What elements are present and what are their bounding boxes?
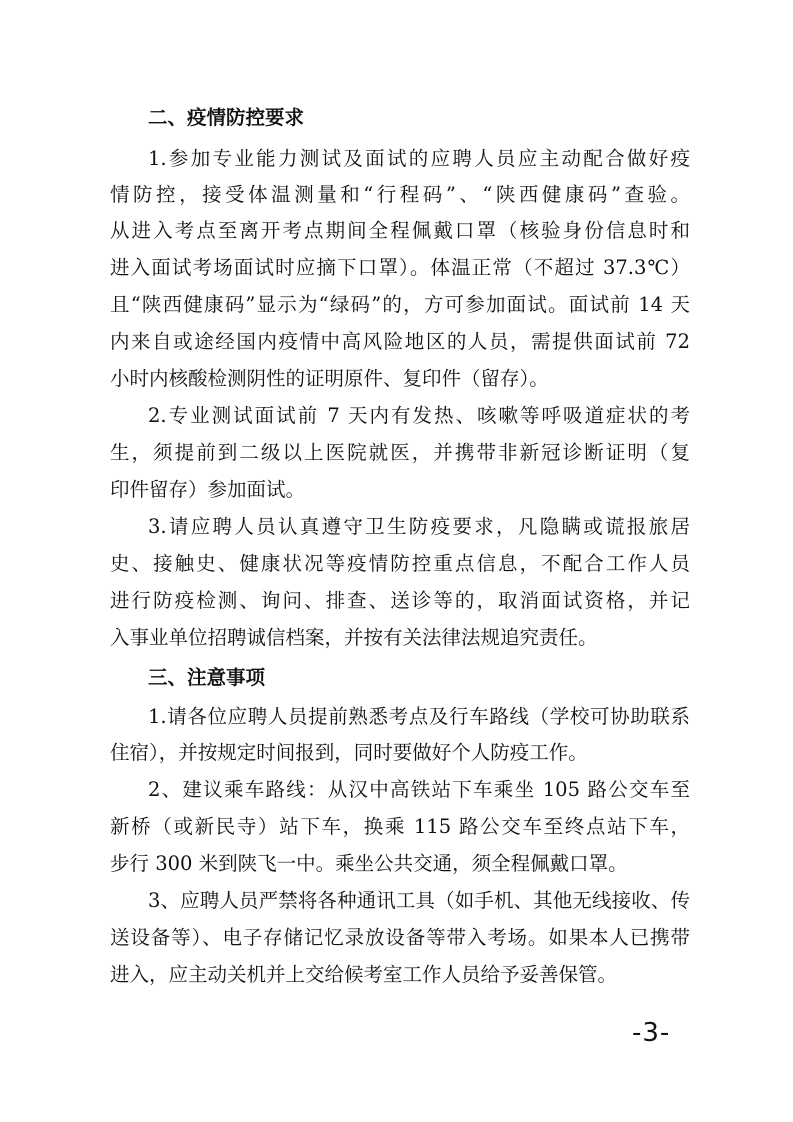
paragraph-line: 2、建议乘车路线：从汉中高铁站下车乘坐 105 路公交车至 <box>148 778 690 801</box>
paragraph-line: 步行 300 米到陕飞一中。乘坐公共交通，须全程佩戴口罩。 <box>110 852 628 875</box>
paragraph-line: 印件留存）参加面试。 <box>110 478 306 501</box>
paragraph-line: 内来自或途经国内疫情中高风险地区的人员，需提供面试前 72 <box>110 330 690 353</box>
paragraph-line: 入事业单位招聘诚信档案，并按有关法律法规追究责任。 <box>110 626 598 649</box>
paragraph-line: 情防控，接受体温测量和“行程码”、“陕西健康码”查验。 <box>110 183 690 206</box>
paragraph-line: 小时内核酸检测阴性的证明原件、复印件（留存）。 <box>110 367 549 390</box>
paragraph-line: 进入，应主动关机并上交给候考室工作人员给予妥善保管。 <box>110 963 618 986</box>
paragraph-line: 史、接触史、健康状况等疫情防控重点信息，不配合工作人员 <box>110 552 690 575</box>
paragraph-line: 进入面试考场面试时应摘下口罩）。体温正常（不超过 37.3℃） <box>110 256 690 279</box>
paragraph-line: 新桥（或新民寺）站下车，换乘 115 路公交车至终点站下车， <box>110 815 690 838</box>
paragraph-line: 住宿），并按规定时间报到，同时要做好个人防疫工作。 <box>110 741 588 764</box>
section-heading-notes: 三、注意事项 <box>148 666 266 689</box>
paragraph-line: 生，须提前到二级以上医院就医，并携带非新冠诊断证明（复 <box>110 441 690 464</box>
paragraph-line: 从进入考点至离开考点期间全程佩戴口罩（核验身份信息时和 <box>110 219 690 242</box>
paragraph-line: 进行防疫检测、询问、排查、送诊等的，取消面试资格，并记 <box>110 589 690 612</box>
paragraph-line: 2.专业测试面试前 7 天内有发热、咳嗽等呼吸道症状的考 <box>148 404 690 427</box>
paragraph-line: 3.请应聘人员认真遵守卫生防疫要求，凡隐瞒或谎报旅居 <box>148 515 690 538</box>
paragraph-line: 1.请各位应聘人员提前熟悉考点及行车路线（学校可协助联系 <box>148 705 690 728</box>
paragraph-line: 1.参加专业能力测试及面试的应聘人员应主动配合做好疫 <box>148 147 690 170</box>
page-number: -3- <box>632 1018 671 1048</box>
paragraph-line: 送设备等）、电子存储记忆录放设备等带入考场。如果本人已携带 <box>110 926 690 949</box>
paragraph-line: 3、应聘人员严禁将各种通讯工具（如手机、其他无线接收、传 <box>148 889 690 912</box>
paragraph-line: 且“陕西健康码”显示为“绿码”的，方可参加面试。面试前 14 天 <box>110 293 690 316</box>
section-heading-epidemic-prevention: 二、疫情防控要求 <box>148 106 305 129</box>
